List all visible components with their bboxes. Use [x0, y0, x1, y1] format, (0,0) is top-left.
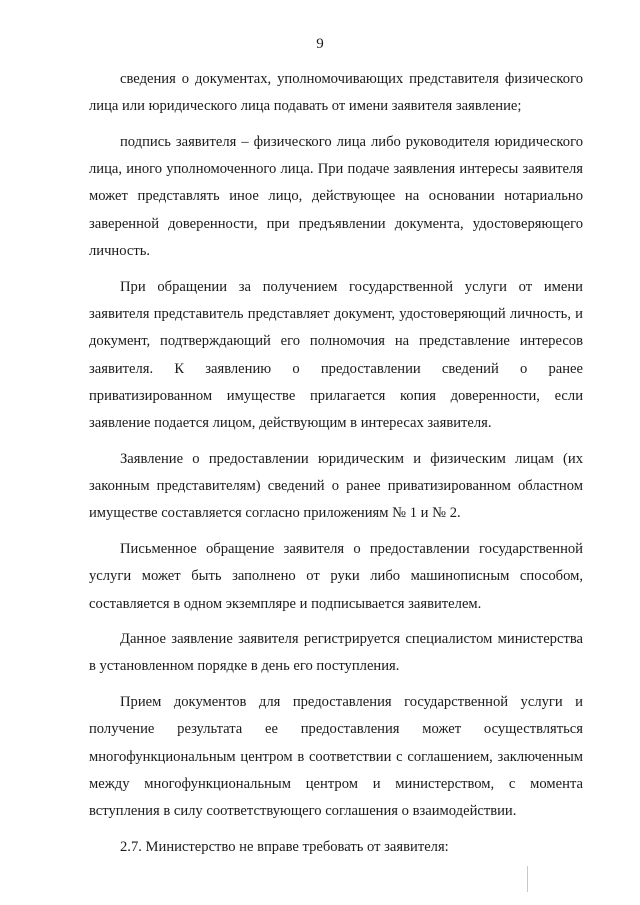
- paragraph-section-2-7: 2.7. Министерство не вправе требовать от заявителя:: [120, 838, 449, 855]
- scan-artifact: [527, 866, 528, 892]
- paragraph-application-form: Заявление о предоставлении юридическим и физическим лицам (их законным представителям) сведений о ранее приватизированном областном имуществе составляется согласно приложениям № 1 и № 2.: [89, 450, 583, 522]
- paragraph-written-request: Письменное обращение заявителя о предоставлении государственной услуги может быть заполнено от руки либо машинописным способом, составляется в одном экземпляре и подписывается заявителем.: [89, 540, 583, 612]
- document-body: [89, 66, 583, 861]
- paragraph-applicant-signature: подпись заявителя – физического лица либо руководителя юридического лица, иного уполномоченного лица. При подаче заявления интересы заявителя может представлять иное лицо, действующее на основании нотариально заверенной доверенности, при предъявлении документа, удостоверяющего личность.: [89, 133, 583, 260]
- page-number: 9: [316, 36, 324, 52]
- paragraph-multifunctional-center: Прием документов для предоставления государственной услуги и получение результата ее предоставления может осуществляться многофункциональным центром в соответствии с соглашением, заключенным между многофункциональным центром и министерством, с момента вступления в силу соответствующего соглашения о взаимодействии.: [89, 694, 583, 820]
- paragraph-representative-documents: сведения о документах, уполномочивающих представителя физического лица или юридического лица подавать от имени заявителя заявление;: [89, 71, 583, 115]
- paragraph-representative-application: При обращении за получением государственной услуги от имени заявителя представитель представляет документ, удостоверяющий личность, и документ, подтверждающий его полномочия на представление интересов заявителя. К заявлению о предоставлении сведений о ранее приватизированном имуществе прилагается копия доверенности, если заявление подается лицом, действующим в интересах заявителя.: [89, 278, 583, 432]
- paragraph-registration: Данное заявление заявителя регистрируется специалистом министерства в установленном порядке в день его поступления.: [89, 631, 583, 675]
